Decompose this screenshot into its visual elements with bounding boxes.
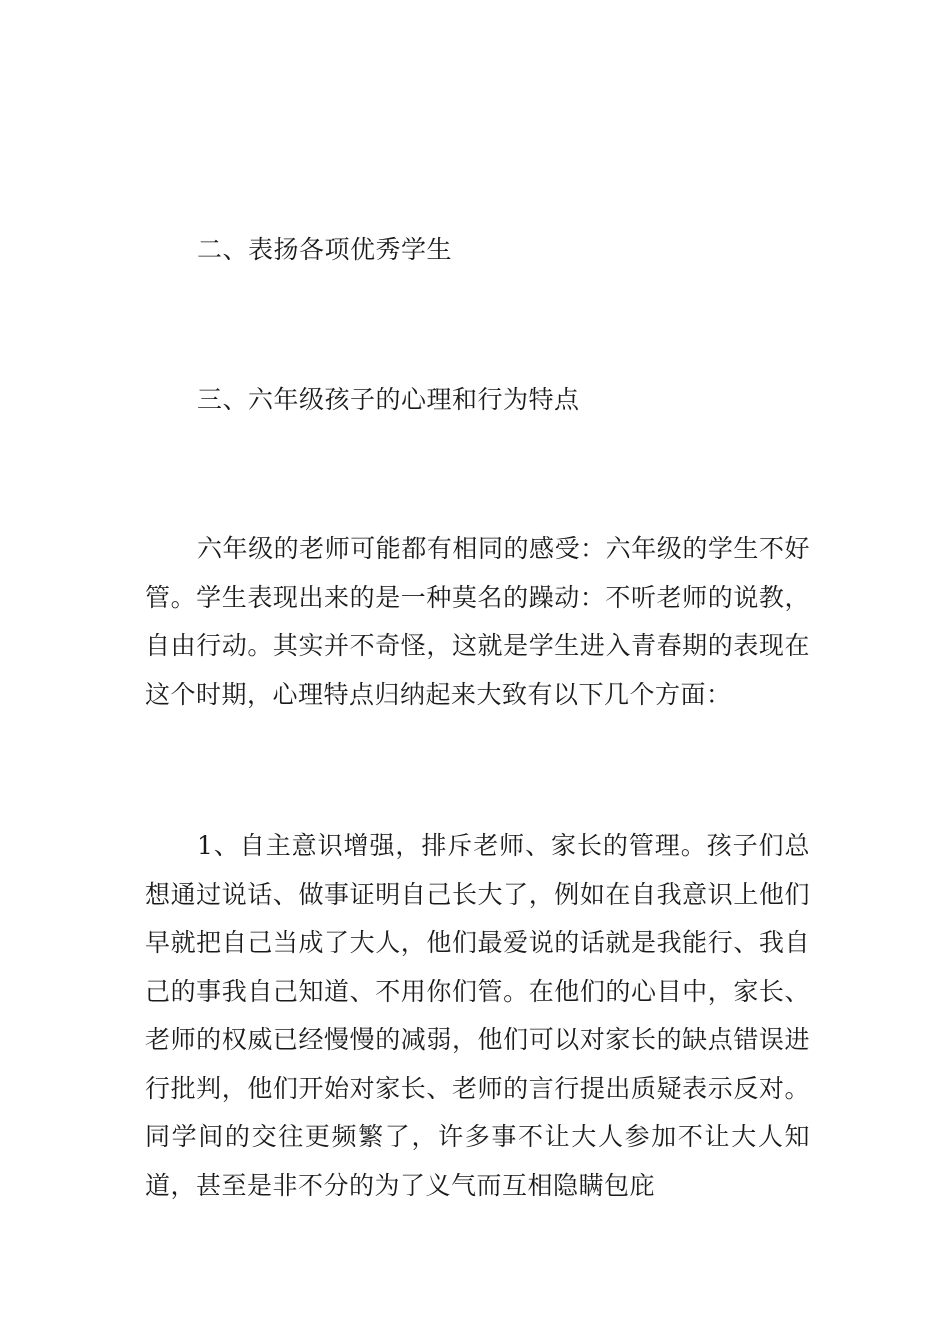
section-heading-3: 三、六年级孩子的心理和行为特点 xyxy=(197,385,580,414)
paragraph-point-1: 1、自主意识增强，排斥老师、家长的管理。孩子们总想通过说话、做事证明自己长大了，例如在自我意识上他们早就把自己当成了大人，他们最爱说的话就是我能行、我自己的事我自己知道、不用你们管。在他们的心目中，家长、老师的权威已经慢慢的减弱，他们可以对家长的缺点错误进行批判，他们开始对家长、老师的言行提出质疑表示反对。同学间的交往更频繁了，许多事不让大人参加不让大人知道，甚至是非不分的为了义气而互相隐瞒包庇 xyxy=(145,831,810,1200)
section-heading-2: 二、表扬各项优秀学生 xyxy=(197,235,453,264)
paragraph-intro: 六年级的老师可能都有相同的感受：六年级的学生不好管。学生表现出来的是一种莫名的躁动：不听老师的说教，自由行动。其实并不奇怪，这就是学生进入青春期的表现在这个时期，心理特点归纳起来大致有以下几个方面： xyxy=(145,534,810,709)
